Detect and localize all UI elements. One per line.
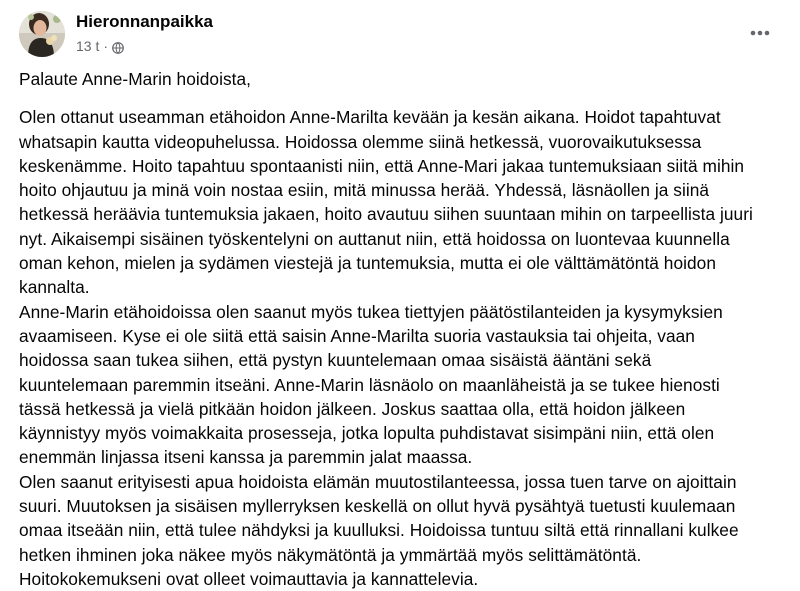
post-text-line: kannalta.: [19, 277, 90, 298]
post-meta: [76, 37, 213, 55]
post-text-line: Olen ottanut useamman etähoidon Anne-Marilta kevään ja kesän aikana. Hoidot tapahtuvat: [19, 107, 721, 128]
post-text-line: käynnistyy myös voimakkaita prosesseja, jotka lopulta puhdistavat sisimpäni niin, että olen: [19, 423, 715, 444]
post-body: [19, 67, 789, 591]
post-text-line: avaamiseen. Kyse ei ole siitä että saisin Anne-Marilta suoria vastauksia tai ohjeita, vaan: [19, 325, 695, 346]
post-timestamp[interactable]: 13 t: [76, 38, 100, 54]
author-name[interactable]: Hieronnanpaikka: [76, 12, 213, 31]
post-text-line: hoidossa saan tukea siihen, että pystyn kuuntelemaan omaa sisäistä ääntäni sekä: [19, 350, 652, 371]
post-text-line: Anne-Marin etähoidoissa olen saanut myös tukea tiettyjen päätöstilanteiden ja kysymyksien: [19, 301, 723, 322]
meta-separator: ·: [103, 38, 109, 54]
post-text-line: Olen saanut erityisesti apua hoidoista elämän muutostilanteessa, jossa tuen tarve on ajoittain: [19, 471, 737, 492]
more-options-button[interactable]: [742, 19, 778, 47]
post-text-line: suuri. Muutoksen ja sisäisen myllerryksen keskellä on ollut hyvä pysähtyä tuetusti kuulemaan: [19, 496, 736, 517]
post-text-line: oman kehon, mielen ja sydämen viestejä ja tuntemuksia, mutta ei ole välttämätöntä hoidon: [19, 253, 716, 274]
post-text-line: tässä hetkessä ja vielä pitkään hoidon jälkeen. Joskus saattaa olla, että hoidon jälkeen: [19, 398, 686, 419]
post-text-line: whatsapin kautta videopuhelussa. Hoidossa olemme siinä hetkessä, vuorovaikutuksessa: [19, 131, 702, 152]
post-text-line: enemmän linjassa itseni kanssa ja paremmin jalat maassa.: [19, 447, 473, 468]
post-greeting: Palaute Anne-Marin hoidoista,: [19, 69, 252, 89]
post-text-line: hoito ohjautuu ja minä voin nostaa esiin, mitä minussa herää. Yhdessä, läsnäollen ja siinä: [19, 180, 710, 201]
post-text-line: keskenämme. Hoito tapahtuu spontaanisti niin, että Anne-Mari jakaa tuntemuksiaan siitä mihin: [19, 155, 745, 176]
post-text-line: nyt. Aikaisempi sisäinen työskentelyni on auttanut niin, että hoidossa on luontevaa kuunnella: [19, 228, 730, 249]
author-block: [76, 11, 213, 55]
post-text-line: Hoitokokemukseni ovat olleet voimauttavia ja kannattelevia.: [19, 568, 479, 589]
post-header: [16, 9, 784, 59]
post-text-line: hetken ihminen joka näkee myös näkymätöntä ja ymmärtää myös selittämätöntä.: [19, 544, 642, 565]
more-options-icon: [750, 30, 770, 36]
globe-icon[interactable]: [112, 40, 124, 52]
avatar[interactable]: [19, 11, 65, 57]
post-text-line: hetkessä heräävia tuntemuksia jakaen, hoito avautuu siihen suuntaan mihin on tarpeellista juuri: [19, 204, 753, 225]
post-text-line: omaa itseään niin, että tulee nähdyksi ja kuulluksi. Hoidoissa tuntuu siltä että rinnallani kulkee: [19, 520, 739, 541]
post-text-line: kuuntelemaan paremmin itseäni. Anne-Marin läsnäolo on maanläheistä ja se tukee hienosti: [19, 374, 720, 395]
avatar-photo: [19, 11, 65, 57]
